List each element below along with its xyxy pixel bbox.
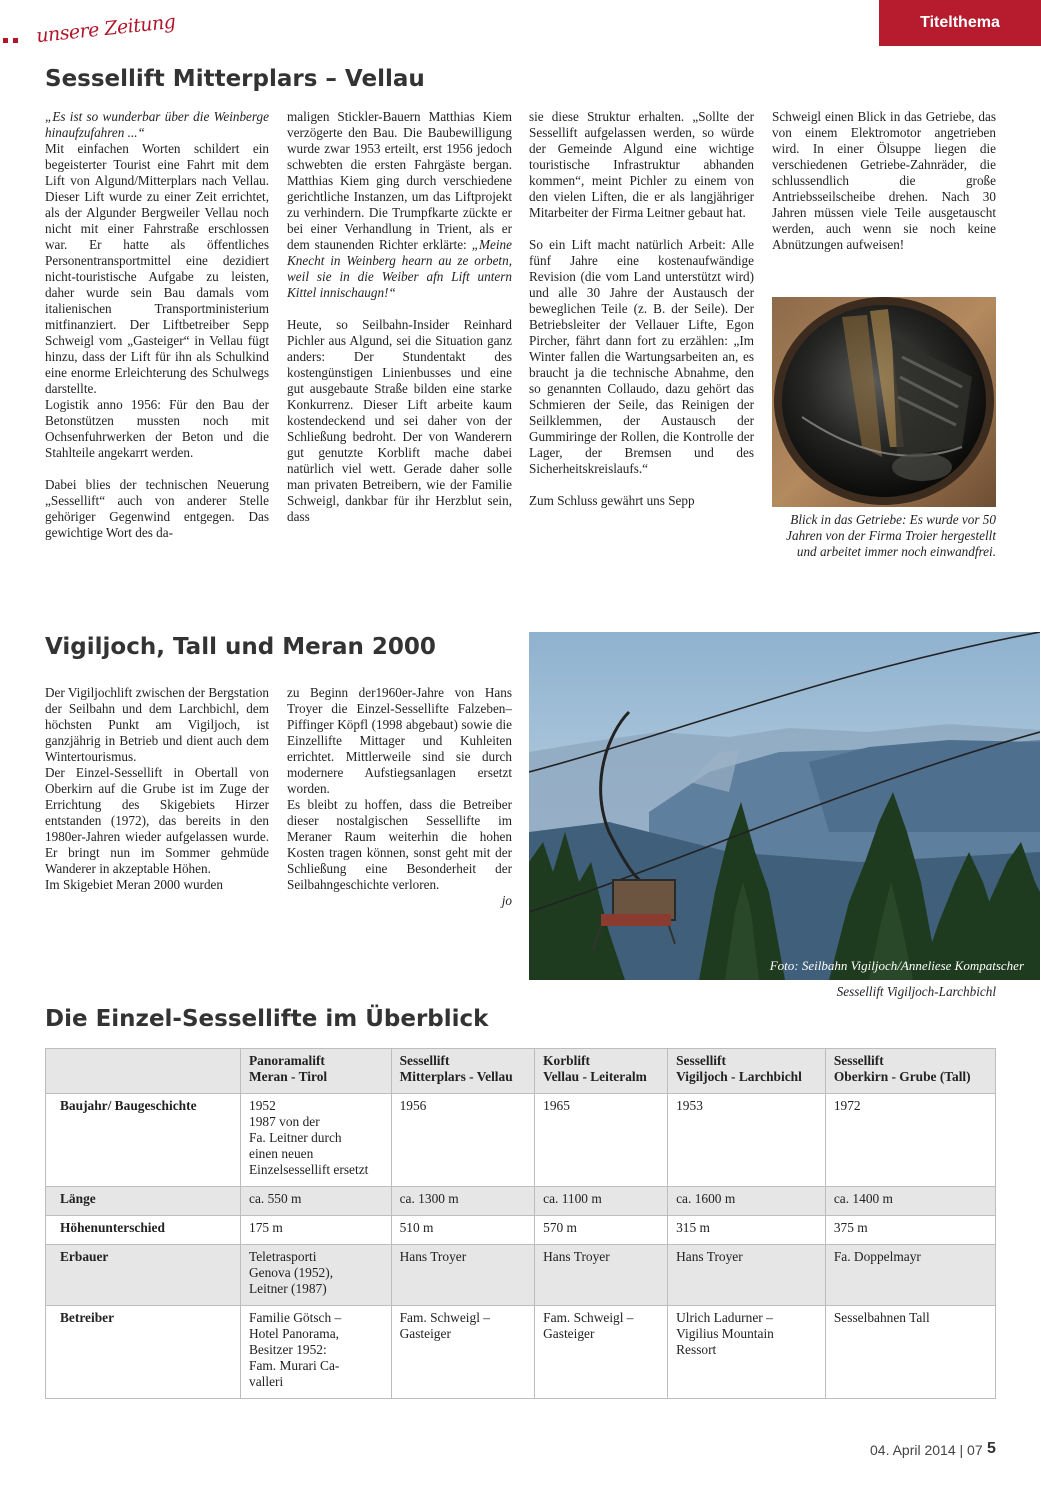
row-label: Höhenunterschied (46, 1216, 241, 1245)
paragraph: Der Vigiljochlift zwischen der Bergstation der Seilbahn und dem Larchbichl, dem höchsten Punkt am Vigiljoch, ist ganzjährig in Betrieb und dient auch dem Wintertourismus. (45, 685, 269, 764)
table-cell: ca. 1300 m (391, 1187, 535, 1216)
gearbox-image (772, 297, 996, 507)
table-row (46, 1306, 996, 1399)
corner-cell (46, 1049, 241, 1094)
table-row (46, 1187, 996, 1216)
photo-credit: Foto: Seilbahn Vigiljoch/Anneliese Kompatscher (769, 958, 1024, 973)
logo: unsere Zeitung (35, 10, 177, 48)
column-header-line: Panoramalift (249, 1053, 325, 1068)
chairlift-image (529, 632, 1040, 980)
table-cell: 1965 (535, 1094, 668, 1187)
chairlift-photo (529, 632, 1040, 980)
photo-caption: Sessellift Vigiljoch-Larchbichl (836, 984, 996, 999)
column-header-line: Vellau - Leiteralm (543, 1069, 647, 1084)
paragraph: Zum Schluss gewährt uns Sepp (529, 493, 695, 508)
column-header-line: Mitterplars - Vellau (399, 1069, 513, 1084)
paragraph: Es bleibt zu hoffen, dass die Betreiber dieser nostalgischen Sessellifte im Meraner Raum weiterhin die hohen Kosten tragen können, sonst geht mit der Schließung eine Besonderheit der Seilbahngeschichte verloren. (287, 797, 512, 892)
table-cell: 1952 1987 von der Fa. Leitner durch einen neuen Einzelsessellift ersetzt (241, 1094, 392, 1187)
article-title: Vigiljoch, Tall und Meran 2000 (45, 634, 436, 660)
article-column-2 (287, 685, 512, 909)
table-cell: 1972 (825, 1094, 995, 1187)
column-header (241, 1049, 392, 1094)
column-header (391, 1049, 535, 1094)
table-cell: Teletrasporti Genova (1952), Leitner (1987) (241, 1245, 392, 1306)
table-cell: Hans Troyer (668, 1245, 826, 1306)
column-header-line: Sessellift (676, 1053, 726, 1068)
table-cell: 510 m (391, 1216, 535, 1245)
article-title: Sessellift Mitterplars – Vellau (45, 66, 425, 92)
column-header-line: Korblift (543, 1053, 590, 1068)
table-cell: 1953 (668, 1094, 826, 1187)
column-header-line: Sessellift (399, 1053, 450, 1068)
author (287, 893, 512, 909)
paragraph: zu Beginn der1960er-Jahre von Hans Troyer die Einzel-Sessellifte Falzeben–Piffinger Köpfl (1998 abgebaut) sowie die Einzellifte Mittager und Kuhleiten errichtet. Mittlerweile sind sie durch modernere Aufstiegsanlagen ersetzt worden. (287, 685, 512, 796)
paragraph: sie diese Struktur erhalten. „Sollte der Sessellift aufgelassen werden, so würde der Gemeinde Algund eine wichtige touristische Infrastruktur abhanden kommen“, meint Pichler zu einem von den vielen Liften, die er als langjähriger Mitarbeiter der Firma Leitner gebaut hat. (529, 109, 754, 220)
table-title: Die Einzel-Sessellifte im Überblick (45, 1006, 489, 1032)
column-header-line: Oberkirn - Grube (Tall) (833, 1069, 971, 1084)
paragraph: Heute, so Seilbahn-Insider Reinhard Pichler aus Algund, sei die Situation ganz anders: Der Stundentakt des kostengünstigen Linienbusses und eine gut ausgebaute Straße bilden eine starke Konkurrenz. Dieser Lift arbeite kaum kostendeckend und sei daher von der Schließung bedroht. Der von Wanderern gut genutzte Korblift mache dabei natürlich viel wett. Gerade daher solle man privaten Betreibern, wie der Familie Schweigl, dankbar für ihr Herzblut sein, dass (287, 317, 512, 524)
column-header (825, 1049, 995, 1094)
row-label: Baujahr/ Baugeschichte (46, 1094, 241, 1187)
table-cell: 1956 (391, 1094, 535, 1187)
table-cell: Hans Troyer (391, 1245, 535, 1306)
row-label: Länge (46, 1187, 241, 1216)
table-cell: Familie Götsch – Hotel Panorama, Besitzer 1952: Fam. Murari Ca- valleri (241, 1306, 392, 1399)
article-column-3 (529, 109, 754, 509)
row-label: Betreiber (46, 1306, 241, 1399)
issue-date: 04. April 2014 | 07 (870, 1442, 983, 1458)
table-cell: 315 m (668, 1216, 826, 1245)
paragraph: Der Einzel-Sessellift in Obertall von Oberkirn auf die Grube ist im Zuge der Errichtung des Skigebiets Hirzer entstanden (1972), das bereits in den 1980er-Jahren wieder aufgelassen wurde. Er bringt nun im Sommer gehmüde Wanderer in akzeptable Höhen. (45, 765, 269, 876)
table-row (46, 1216, 996, 1245)
table-cell: ca. 550 m (241, 1187, 392, 1216)
paragraph: Schweigl einen Blick in das Getriebe, das von einem Elektromotor angetrieben wird. In einer Ölsuppe liegen die verschiedenen Getriebe-Zahnräder, die schlussendlich die große Antriebsseilscheibe drehen. Nach 30 Jahren müssen viele Teile ausgetauscht werden, auch wenn sie noch keine Abnützungen aufweisen! (772, 109, 996, 252)
paragraph: Mit einfachen Worten schildert ein begeisterter Tourist eine Fahrt mit dem Lift von Algund/Mitterplars nach Vellau. Dieser Lift wurde zu einer Zeit errichtet, als der Algunder Bergweiler Vellau noch nicht mit einer Fahrstraße erschlossen war. Er hatte als öffentliches Personentransportmittel eine dezidiert nicht-touristische Aufgabe zu leisten, daher wurde sein Bau damals vom italienischen Transportministerium mitfinanziert. Der Liftbetreiber Sepp Schweigl vom „Gasteiger“ in Vellau fügt hinzu, dass der Lift für ihn als Schulkind eine enorme Erleichterung des Schulwegs darstellte. (45, 141, 269, 396)
paragraph: Im Skigebiet Meran 2000 wurden (45, 877, 223, 892)
table-cell: ca. 1400 m (825, 1187, 995, 1216)
gearbox-photo (772, 297, 996, 507)
table-cell: Fa. Doppelmayr (825, 1245, 995, 1306)
page-number: 5 (987, 1440, 996, 1457)
table-cell: ca. 1100 m (535, 1187, 668, 1216)
article-column-1 (45, 685, 269, 893)
table-cell: Ulrich Ladurner – Vigilius Mountain Ressort (668, 1306, 826, 1399)
paragraph (287, 109, 512, 301)
column-header (535, 1049, 668, 1094)
table-cell: Fam. Schweigl – Gasteiger (391, 1306, 535, 1399)
lift-overview-table (45, 1048, 996, 1399)
table-header-row (46, 1049, 996, 1094)
paragraph-text: maligen Stickler-Bauern Matthias Kiem verzögerte den Bau. Die Baubewilligung wurde zwar 1953 erteilt, erst 1956 jedoch schwebten die ersten Fahrgäste bergan. Matthias Kiem ging durch verschiedene gerichtliche Instanzen, um das Liftprojekt zu verhindern. Die Trumpfkarte zückte er bei einer Verhandlung in Trient, als er dem staunenden Richter erklärte: (287, 109, 512, 252)
table-cell: 175 m (241, 1216, 392, 1245)
table-row (46, 1094, 996, 1187)
article-column-1 (45, 109, 269, 541)
table-cell: Fam. Schweigl – Gasteiger (535, 1306, 668, 1399)
table-cell: Sesselbahnen Tall (825, 1306, 995, 1399)
column-header-line: Meran - Tirol (249, 1069, 328, 1084)
quote: „Es ist so wunderbar über die Weinberge hinaufzufahren ...“ (45, 109, 269, 140)
photo-caption: Blick in das Getriebe: Es wurde vor 50 Jahren von der Firma Troier hergestellt und arbeitet immer noch einwandfrei. (786, 512, 996, 559)
article-column-4 (772, 109, 996, 253)
author-initials: jo (501, 893, 512, 908)
quote: „Meine Knecht in Weinberg hearn au ze orbetn, weil sie in die Weiber afn Lift untern Kittel innischaugn!“ (287, 237, 512, 300)
row-label: Erbauer (46, 1245, 241, 1306)
table-cell: 570 m (535, 1216, 668, 1245)
table-cell: 375 m (825, 1216, 995, 1245)
table-cell: Hans Troyer (535, 1245, 668, 1306)
section-label: Titelthema (879, 0, 1041, 46)
paragraph: Dabei blies der technischen Neuerung „Sessellift“ auch von anderer Stelle gehöriger Gegenwind entgegen. Das gewichtige Wort des da- (45, 477, 269, 540)
article-column-2 (287, 109, 512, 525)
paragraph: Logistik anno 1956: Für den Bau der Betonstützen mussten noch mit Ochsenfuhrwerken der Beton und die Stahlteile angekarrt werden. (45, 397, 269, 460)
column-header-line: Vigiljoch - Larchbichl (676, 1069, 802, 1084)
column-header (668, 1049, 826, 1094)
paragraph: So ein Lift macht natürlich Arbeit: Alle fünf Jahre eine kostenaufwändige Revision (die vom Land unterstützt wird) und alle 30 Jahre der Austausch der beweglichen Teile (z. B. der Seile). Der Betriebsleiter der Vellauer Lifte, Egon Pircher, fährt dann fort zu erzählen: „Im Winter fallen die Wartungsarbeiten an, es braucht ja die technische Abnahme, den so genannten Collaudo, dazu gehört das Schmieren der Seile, das Reinigen der Seilklemmen, der Austausch der Gummiringe der Rollen, die Kontrolle der Lager, der Bremsen und des Sicherheitskreislaufs.“ (529, 237, 754, 476)
column-header-line: Sessellift (833, 1053, 884, 1068)
table-cell: ca. 1600 m (668, 1187, 826, 1216)
logo-marks (3, 30, 23, 48)
table-row (46, 1245, 996, 1306)
